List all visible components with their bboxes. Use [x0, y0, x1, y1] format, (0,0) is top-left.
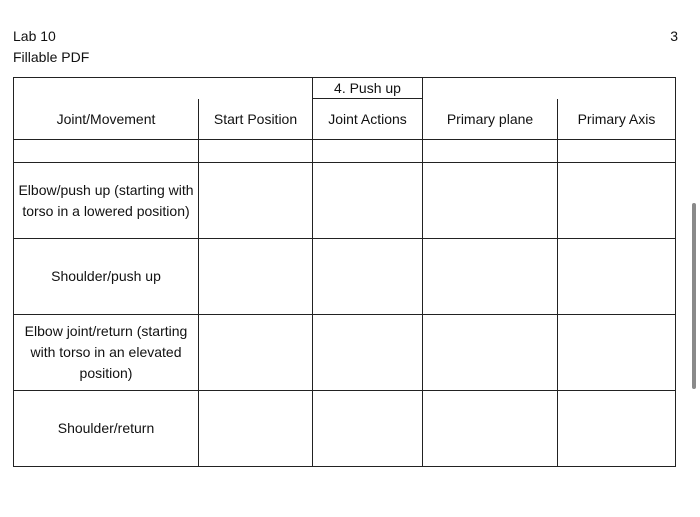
primary-axis-field[interactable] — [558, 391, 676, 467]
row-label: Shoulder/return — [14, 391, 199, 467]
column-header-joint-movement: Joint/Movement — [14, 99, 199, 140]
joint-actions-field[interactable] — [313, 239, 423, 315]
joint-actions-field[interactable] — [313, 163, 423, 239]
table-row — [14, 391, 676, 467]
spacer-cell — [199, 140, 313, 163]
spacer-cell — [313, 140, 423, 163]
start-position-field[interactable] — [199, 163, 313, 239]
primary-axis-field[interactable] — [558, 163, 676, 239]
joint-actions-field[interactable] — [313, 391, 423, 467]
spacer-cell — [423, 140, 558, 163]
spacer-cell — [14, 140, 199, 163]
primary-axis-field[interactable] — [558, 315, 676, 391]
primary-plane-field[interactable] — [423, 315, 558, 391]
column-header-joint-actions: Joint Actions — [313, 99, 423, 140]
start-position-field[interactable] — [199, 391, 313, 467]
table-row — [14, 315, 676, 391]
primary-plane-field[interactable] — [423, 391, 558, 467]
table-title-row — [14, 78, 676, 99]
primary-plane-field[interactable] — [423, 239, 558, 315]
push-up-table — [13, 77, 676, 467]
lab-title: Lab 10 — [13, 28, 56, 44]
column-header-primary-plane: Primary plane — [423, 99, 558, 140]
primary-plane-field[interactable] — [423, 163, 558, 239]
row-label: Shoulder/push up — [14, 239, 199, 315]
page-number: 3 — [670, 28, 678, 44]
column-header-start-position: Start Position — [199, 99, 313, 140]
vertical-scrollbar[interactable] — [692, 203, 696, 389]
row-label: Elbow joint/return (starting with torso in an elevated position) — [14, 315, 199, 391]
table-row — [14, 239, 676, 315]
primary-axis-field[interactable] — [558, 239, 676, 315]
table-spacer-row — [14, 140, 676, 163]
table-header-row — [14, 99, 676, 140]
column-header-primary-axis: Primary Axis — [558, 99, 676, 140]
start-position-field[interactable] — [199, 315, 313, 391]
title-row-right-cell — [423, 78, 676, 99]
start-position-field[interactable] — [199, 239, 313, 315]
title-row-left-cell — [14, 78, 313, 99]
document-subtitle: Fillable PDF — [13, 49, 90, 65]
table-title: 4. Push up — [313, 78, 423, 99]
spacer-cell — [558, 140, 676, 163]
table-row — [14, 163, 676, 239]
joint-actions-field[interactable] — [313, 315, 423, 391]
row-label: Elbow/push up (starting with torso in a lowered position) — [14, 163, 199, 239]
